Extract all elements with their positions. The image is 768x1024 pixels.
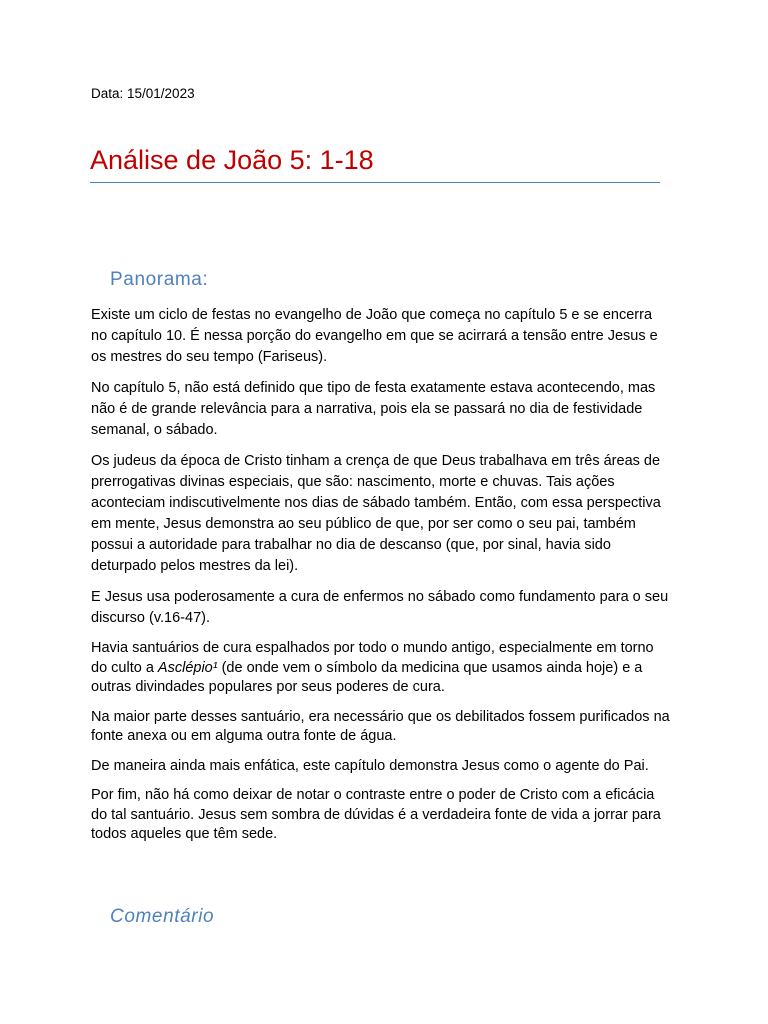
paragraph-1: Existe um ciclo de festas no evangelho de João que começa no capítulo 5 e se encerra no capítulo 10. É nessa porção do evangelho em que se acirrará a tensão entre Jesus e os mestres do seu tempo (Fariseus). [91, 307, 658, 365]
paragraph-8: Por fim, não há como deixar de notar o contraste entre o poder de Cristo com a eficácia do tal santuário. Jesus sem sombra de dúvidas é a verdadeira fonte de vida a jorrar para todos aqueles que têm sede. [91, 787, 661, 842]
paragraph-5-before: Havia santuários de cura espalhados por todo o mundo antigo, especialmente em torno do culto a [91, 640, 654, 676]
paragraph-7: De maneira ainda mais enfática, este capítulo demonstra Jesus como o agente do Pai. [91, 757, 649, 774]
paragraph-5 [91, 639, 671, 698]
document-date: Data: 15/01/2023 [91, 86, 195, 101]
document-body [91, 305, 671, 855]
section-heading-panorama: Panorama: [110, 269, 209, 290]
footnote-term-asclepio: Asclépio¹ [157, 659, 218, 676]
paragraph-5-after: (de onde vem o símbolo da medicina que usamos ainda hoje) e a outras divindades populares por seus poderes de cura. [91, 659, 643, 695]
section-heading-comentario: Comentário [110, 906, 215, 927]
paragraph-6: Na maior parte desses santuário, era necessário que os debilitados fossem purificados na fonte anexa ou em alguma outra fonte de água. [91, 708, 670, 744]
document-title: Análise de João 5: 1-18 [90, 142, 660, 183]
paragraph-2: No capítulo 5, não está definido que tipo de festa exatamente estava acontecendo, mas não é de grande relevância para a narrativa, pois ela se passará no dia de festividade semanal, o sábado. [91, 380, 656, 438]
paragraph-4: E Jesus usa poderosamente a cura de enfermos no sábado como fundamento para o seu discurso (v.16-47). [91, 589, 669, 626]
paragraph-3: Os judeus da época de Cristo tinham a crença de que Deus trabalhava em três áreas de prerrogativas divinas especiais, que são: nascimento, morte e chuvas. Tais ações aconteciam indiscutivelmente nos dias de sábado também. Então, com essa perspectiva em mente, Jesus demonstra ao seu público de que, por ser como o seu pai, também possui a autoridade para trabalhar no dia de descanso (que, por sinal, havia sido deturpado pelos mestres da lei). [91, 453, 661, 574]
